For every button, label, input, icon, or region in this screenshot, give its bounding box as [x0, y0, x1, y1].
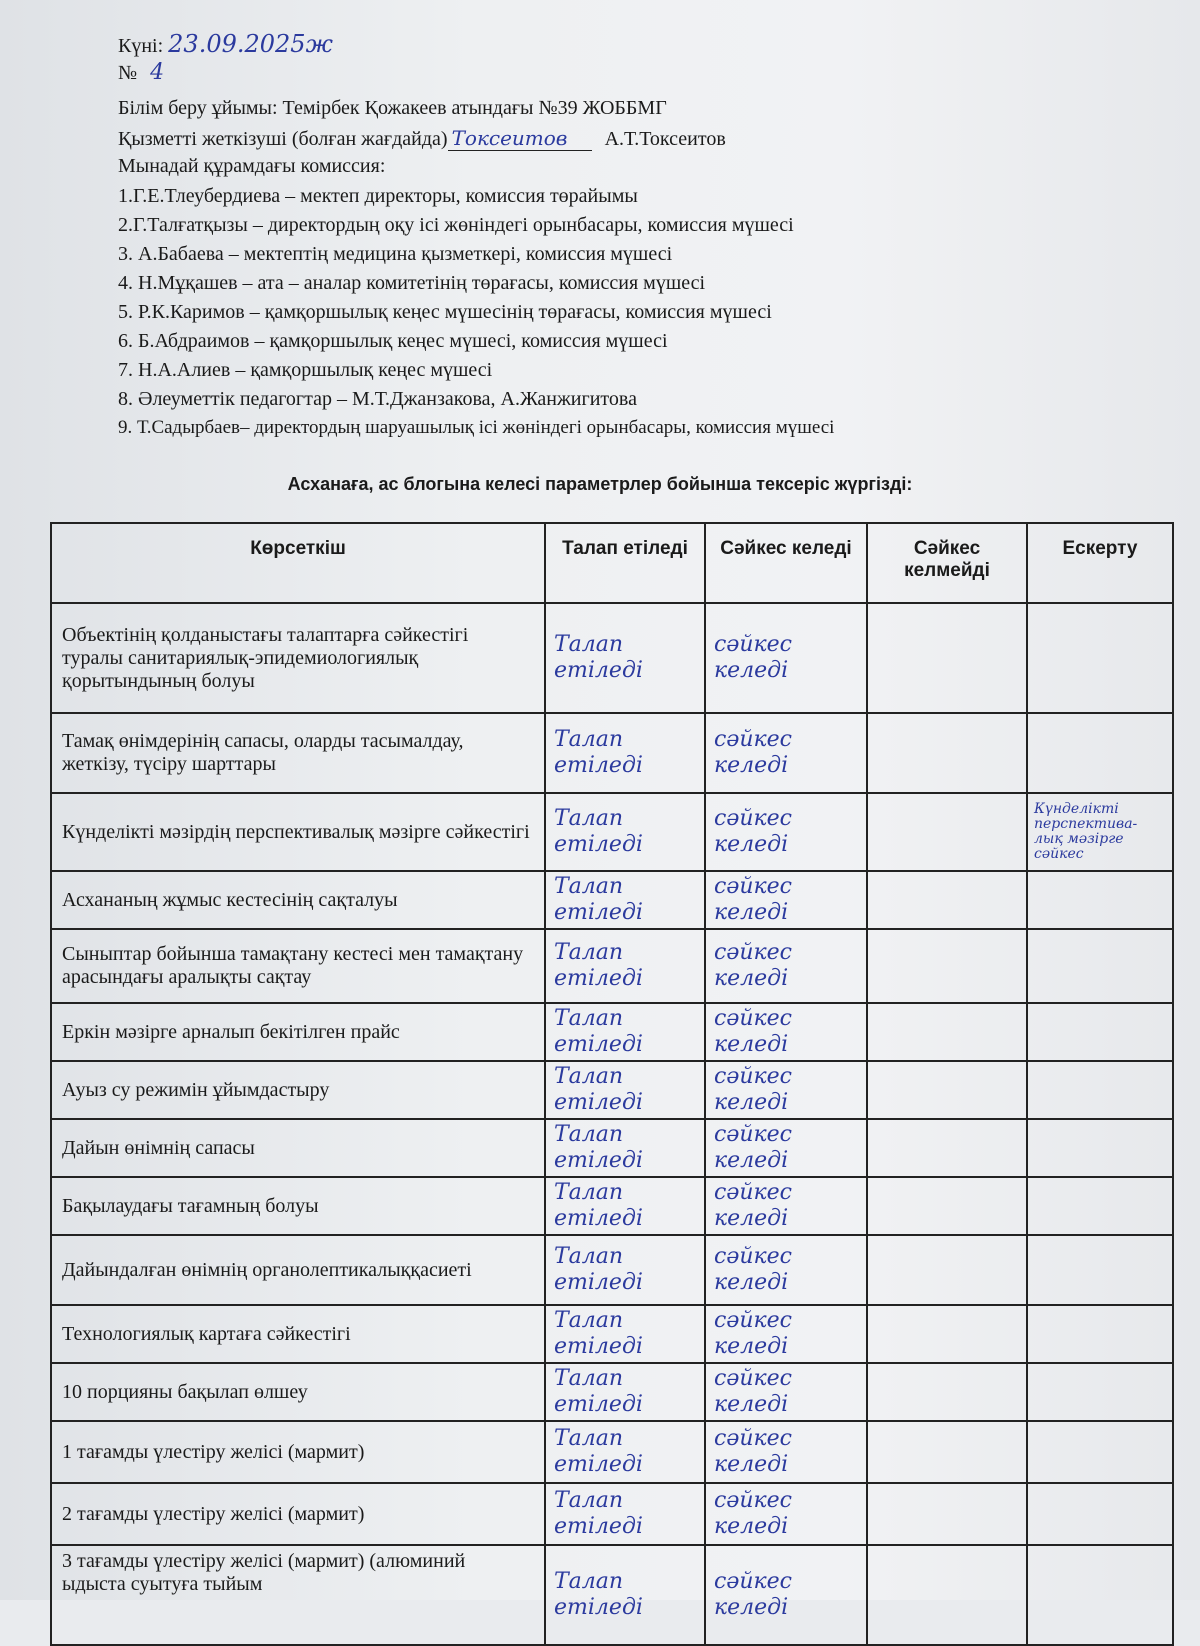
note-cell: [1027, 1483, 1173, 1545]
required-word-2: етіледі: [554, 1595, 643, 1620]
required-cell: [545, 1545, 705, 1645]
member-7: 7. Н.А.Алиев – қамқоршылық кеңес мүшесі: [118, 359, 493, 381]
required-word-2: етіледі: [554, 1032, 643, 1057]
matches-cell: [705, 793, 867, 871]
member-9: 9. Т.Садырбаев– директордың шаруашылық ісі жөніндегі орынбасары, комиссия мүшесі: [118, 417, 835, 438]
member-8: 8. Әлеуметтік педагогтар – М.Т.Джанзакова, А.Жанжигитова: [118, 388, 637, 410]
indicator-cell: 2 тағамды үлестіру желісі (мармит): [51, 1483, 545, 1545]
matches-word-1: сәйкес: [714, 1244, 792, 1269]
matches-word-1: сәйкес: [714, 874, 792, 899]
matches-cell: [705, 929, 867, 1003]
note-cell: [1027, 1177, 1173, 1235]
table-row: [51, 929, 1173, 1003]
table-row: [51, 1483, 1173, 1545]
required-word-1: Талап: [554, 1366, 624, 1391]
not-matching-cell: [867, 1177, 1027, 1235]
number-line: [118, 60, 164, 85]
matches-word-2: келеді: [714, 1032, 789, 1057]
required-word-1: Талап: [554, 1569, 624, 1594]
inspection-table: [50, 522, 1174, 1646]
table-row: [51, 1235, 1173, 1305]
required-word-1: Талап: [554, 1488, 624, 1513]
matches-cell: [705, 1061, 867, 1119]
matches-word-2: келеді: [714, 1334, 789, 1359]
required-word-2: етіледі: [554, 1392, 643, 1417]
required-cell: [545, 793, 705, 871]
indicator-cell: Ауыз су режимін ұйымдастыру: [51, 1061, 545, 1119]
table-row: [51, 1545, 1173, 1645]
not-matching-cell: [867, 793, 1027, 871]
note-cell: [1027, 929, 1173, 1003]
required-word-1: Талап: [554, 1244, 624, 1269]
matches-word-2: келеді: [714, 1206, 789, 1231]
not-matching-cell: [867, 1421, 1027, 1483]
matches-cell: [705, 1545, 867, 1645]
indicator-cell: Дайындалған өнімнің органолептикалыққасиеті: [51, 1235, 545, 1305]
matches-word-1: сәйкес: [714, 806, 792, 831]
not-matching-cell: [867, 713, 1027, 793]
required-word-2: етіледі: [554, 658, 643, 683]
member-6: 6. Б.Абдраимов – қамқоршылық кеңес мүшесі, комиссия мүшесі: [118, 330, 668, 352]
required-word-2: етіледі: [554, 900, 643, 925]
required-word-2: етіледі: [554, 966, 643, 991]
required-word-2: етіледі: [554, 832, 643, 857]
matches-word-2: келеді: [714, 1090, 789, 1115]
table-row: [51, 871, 1173, 929]
required-cell: [545, 1177, 705, 1235]
not-matching-cell: [867, 1003, 1027, 1061]
note-cell: [1027, 1421, 1173, 1483]
indicator-cell: Бақылаудағы тағамның болуы: [51, 1177, 545, 1235]
matches-cell: [705, 1177, 867, 1235]
matches-cell: [705, 1119, 867, 1177]
matches-cell: [705, 603, 867, 713]
matches-word-1: сәйкес: [714, 632, 792, 657]
table-row: [51, 793, 1173, 871]
indicator-cell: Тамақ өнімдерінің сапасы, оларды тасымалдау, жеткізу, түсіру шарттары: [51, 713, 545, 793]
note-cell: [1027, 1119, 1173, 1177]
required-word-1: Талап: [554, 727, 624, 752]
required-cell: [545, 929, 705, 1003]
required-word-1: Талап: [554, 1308, 624, 1333]
required-word-1: Талап: [554, 1006, 624, 1031]
required-word-2: етіледі: [554, 1334, 643, 1359]
matches-word-2: келеді: [714, 832, 789, 857]
required-word-2: етіледі: [554, 1206, 643, 1231]
supplier-line: [118, 126, 726, 151]
number-label: №: [118, 62, 138, 84]
organization-line: Білім беру ұйымы: Темірбек Қожакеев атындағы №39 ЖОББМГ: [118, 97, 667, 119]
date-value: 23.09.2025ж: [168, 30, 333, 58]
matches-word-1: сәйкес: [714, 1006, 792, 1031]
table-row: [51, 1305, 1173, 1363]
note-cell: [1027, 1305, 1173, 1363]
note-cell: [1027, 713, 1173, 793]
required-cell: [545, 1119, 705, 1177]
required-cell: [545, 1305, 705, 1363]
required-word-2: етіледі: [554, 1270, 643, 1295]
matches-word-1: сәйкес: [714, 1366, 792, 1391]
matches-word-1: сәйкес: [714, 1064, 792, 1089]
required-word-1: Талап: [554, 632, 624, 657]
required-cell: [545, 1483, 705, 1545]
member-3: 3. А.Бабаева – мектептің медицина қызметкері, комиссия мүшесі: [118, 243, 673, 265]
required-word-1: Талап: [554, 1426, 624, 1451]
required-word-2: етіледі: [554, 1148, 643, 1173]
date-label: Күні:: [118, 35, 164, 57]
col-matches: Сәйкес келеді: [705, 523, 867, 603]
matches-cell: [705, 1421, 867, 1483]
indicator-cell: Сыныптар бойынша тамақтану кестесі мен тамақтану арасындағы аралықты сақтау: [51, 929, 545, 1003]
matches-word-2: келеді: [714, 1392, 789, 1417]
note-cell: Күнделікті перспектива-лық мәзірге сәйкес: [1027, 793, 1173, 871]
not-matching-cell: [867, 929, 1027, 1003]
matches-word-2: келеді: [714, 753, 789, 778]
required-word-1: Талап: [554, 1122, 624, 1147]
matches-word-2: келеді: [714, 1595, 789, 1620]
required-word-2: етіледі: [554, 1090, 643, 1115]
table-row: [51, 1003, 1173, 1061]
member-1: 1.Г.Е.Тлеубердиева – мектеп директоры, комиссия төрайымы: [118, 185, 638, 207]
matches-cell: [705, 1483, 867, 1545]
indicator-cell: 10 порцияны бақылап өлшеу: [51, 1363, 545, 1421]
table-row: [51, 1177, 1173, 1235]
required-cell: [545, 1003, 705, 1061]
matches-cell: [705, 1363, 867, 1421]
required-word-1: Талап: [554, 1064, 624, 1089]
note-cell: [1027, 603, 1173, 713]
matches-cell: [705, 1305, 867, 1363]
note-cell: [1027, 1235, 1173, 1305]
member-5: 5. Р.К.Каримов – қамқоршылық кеңес мүшесінің төрағасы, комиссия мүшесі: [118, 301, 772, 323]
matches-word-1: сәйкес: [714, 727, 792, 752]
note-cell: [1027, 1363, 1173, 1421]
matches-cell: [705, 1003, 867, 1061]
required-word-2: етіледі: [554, 753, 643, 778]
required-word-1: Талап: [554, 874, 624, 899]
indicator-cell: Объектінің қолданыстағы талаптарға сәйкестігі туралы санитариялық-эпидемиологиялық қорытындының болуы: [51, 603, 545, 713]
member-4: 4. Н.Мұқашев – ата – аналар комитетінің төрағасы, комиссия мүшесі: [118, 272, 706, 294]
indicator-cell: Дайын өнімнің сапасы: [51, 1119, 545, 1177]
not-matching-cell: [867, 603, 1027, 713]
required-word-2: етіледі: [554, 1452, 643, 1477]
table-row: [51, 1421, 1173, 1483]
required-cell: [545, 871, 705, 929]
not-matching-cell: [867, 1545, 1027, 1645]
not-matching-cell: [867, 1119, 1027, 1177]
member-2: 2.Г.Талғатқызы – директордың оқу ісі жөніндегі орынбасары, комиссия мүшесі: [118, 214, 794, 236]
matches-cell: [705, 1235, 867, 1305]
col-not-matching: Сәйкес келмейді: [867, 523, 1027, 603]
required-word-1: Талап: [554, 940, 624, 965]
indicator-cell: Күнделікті мәзірдің перспективалық мәзірге сәйкестігі: [51, 793, 545, 871]
date-line: [118, 30, 333, 58]
required-word-2: етіледі: [554, 1514, 643, 1539]
supplier-signature: Токсеитов: [448, 126, 592, 151]
matches-word-1: сәйкес: [714, 1488, 792, 1513]
matches-word-2: келеді: [714, 1514, 789, 1539]
note-cell: [1027, 871, 1173, 929]
table-row: [51, 713, 1173, 793]
indicator-cell: 1 тағамды үлестіру желісі (мармит): [51, 1421, 545, 1483]
indicator-cell: Еркін мәзірге арналып бекітілген прайс: [51, 1003, 545, 1061]
required-word-1: Талап: [554, 1180, 624, 1205]
indicator-cell: 3 тағамды үлестіру желісі (мармит) (алюминий ыдыста суытуға тыйым: [51, 1545, 545, 1645]
table-header-row: [51, 523, 1173, 603]
supplier-label: Қызметті жеткізуші (болған жағдайда): [118, 128, 448, 150]
matches-word-1: сәйкес: [714, 1122, 792, 1147]
required-cell: [545, 1235, 705, 1305]
number-value: 4: [150, 60, 165, 85]
required-cell: [545, 1363, 705, 1421]
not-matching-cell: [867, 871, 1027, 929]
matches-cell: [705, 871, 867, 929]
matches-cell: [705, 713, 867, 793]
not-matching-cell: [867, 1483, 1027, 1545]
matches-word-2: келеді: [714, 1452, 789, 1477]
table-heading: Асханаға, ас блогына келесі параметрлер бойынша тексеріс жүргізді:: [287, 474, 913, 494]
table-row: [51, 1119, 1173, 1177]
col-note: Ескерту: [1027, 523, 1173, 603]
matches-word-1: сәйкес: [714, 1308, 792, 1333]
note-cell: [1027, 1061, 1173, 1119]
col-indicator: Көрсеткіш: [51, 523, 545, 603]
table-row: [51, 603, 1173, 713]
table-row: [51, 1363, 1173, 1421]
note-cell: [1027, 1003, 1173, 1061]
indicator-cell: Асхананың жұмыс кестесінің сақталуы: [51, 871, 545, 929]
not-matching-cell: [867, 1061, 1027, 1119]
required-cell: [545, 1061, 705, 1119]
supplier-name: А.Т.Токсеитов: [604, 128, 726, 150]
required-cell: [545, 1421, 705, 1483]
matches-word-2: келеді: [714, 1148, 789, 1173]
matches-word-2: келеді: [714, 900, 789, 925]
matches-word-2: келеді: [714, 658, 789, 683]
matches-word-1: сәйкес: [714, 1180, 792, 1205]
not-matching-cell: [867, 1363, 1027, 1421]
not-matching-cell: [867, 1235, 1027, 1305]
matches-word-1: сәйкес: [714, 940, 792, 965]
not-matching-cell: [867, 1305, 1027, 1363]
matches-word-2: келеді: [714, 966, 789, 991]
matches-word-1: сәйкес: [714, 1569, 792, 1594]
note-cell: [1027, 1545, 1173, 1645]
table-row: [51, 1061, 1173, 1119]
indicator-cell: Технологиялық картаға сәйкестігі: [51, 1305, 545, 1363]
required-cell: [545, 713, 705, 793]
required-word-1: Талап: [554, 806, 624, 831]
matches-word-1: сәйкес: [714, 1426, 792, 1451]
matches-word-2: келеді: [714, 1270, 789, 1295]
col-required: Талап етіледі: [545, 523, 705, 603]
commission-intro: Мынадай құрамдағы комиссия:: [118, 155, 386, 177]
required-cell: [545, 603, 705, 713]
